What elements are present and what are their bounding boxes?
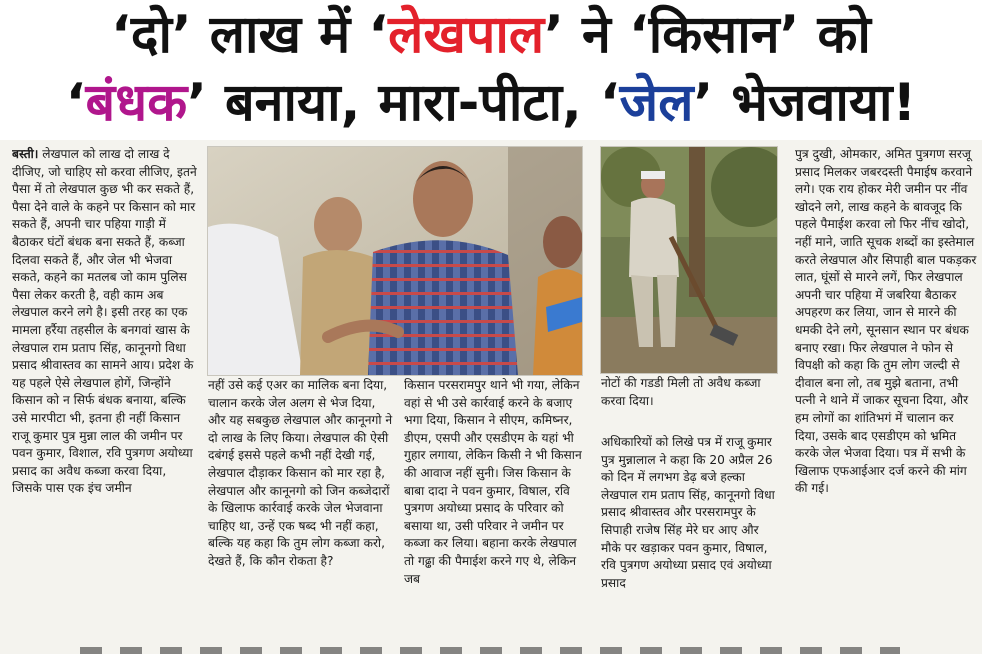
headline-segment: ’ भेजवाया! (693, 73, 917, 133)
photo-2-illustration (601, 147, 777, 373)
article-column-5 (795, 146, 977, 642)
headline-segment: ‘ (65, 73, 86, 133)
headline (0, 0, 982, 140)
article-column-2 (208, 377, 394, 642)
headline-line-1 (0, 2, 982, 68)
column-5-text: पुत्र दुखी, ओमकार, अमित पुत्रगण सरजू प्रसाद मिलकर जबरदस्ती पैमाईष करवाने लगे। एक राय होकर मेरी जमीन पर नींव खोदने लगे, लाख कहने के बावजूद कि पहले पैमाईश करवा लो फिर नींच खोदो, नहीं माने, जाति सूचक शब्दों का इस्तेमाल करते लेखपाल और सिपाही बाल पकड़कर लात, घूंसों से मारने लगें, फिर लेखपाल अपनी चार पहिया में जबरिया बैठाकर अपहरण कर लिया, जान से मारने की धमकी देने लगे, सूनसान स्थान पर बंधक बनाए रखा। फिर लेखपाल ने फोन से विपक्षी को कहा कि तुम लोग जल्दी से दीवाल बना लो, तब मुझे बताना, तभी पत्नी ने थाने में जाकर सूचना दिया, और हम लोगों का शांतिभगं में चालान कर दिया, उसके बाद एसडीएम को भ्रमित करके जेल भेजवा दिया। पत्र में सभी के खिलाफ एफआईआर दर्ज करने की मांग की गई। (795, 147, 977, 496)
headline-highlight-red: लेखपाल (388, 5, 545, 65)
headline-highlight-magenta: बंधक (85, 73, 188, 133)
headline-segment: ‘दो’ लाख में ‘ (111, 5, 389, 65)
headline-line-2 (0, 70, 982, 136)
photo-2-caption: नोटों की गडडी मिली तो अवैध कब्जा करवा दिया। (601, 376, 761, 408)
cut-off-next-headline (0, 640, 982, 654)
headline-segment: ’ बनाया, मारा-पीटा, ‘ (187, 73, 620, 133)
article-column-3 (404, 377, 590, 642)
photo-farmer-digging (600, 146, 778, 374)
column-2-text: नहीं उसे कई एअर का मालिक बना दिया, चालान करके जेल अलग से भेज दिया, और यह सबकुछ लेखपाल और कानूनगो ने दो लाख के लिए किया। लेखपाल की ऐसी दबंगई इससे पहले कभी नहीं देखी गई, लेखपाल दौड़ाकर किसान को मार रहा है, लेखपाल और कानूनगो को जिन कब्जेदारों के खिलाफ कार्रवाई करके जेल भेजवाना चाहिए था, उन्हें एक षब्द भी नहीं कहा, बल्कि यह कहा कि तुम लोग कब्जा करो, देखते हैं, कि कौन रोकता है? (208, 378, 393, 568)
photo-lekhpal-confrontation (207, 146, 583, 376)
column-1-text: लेखपाल को लाख दो लाख दे दीजिए, जो चाहिए सो करवा लीजिए, इतने पैसा में तो लेखपाल कुछ भी कर सकते हैं, पैसा देने वाले के कहने पर किसान को मार सकते हैं, अपनी चार पहिया गाड़ी में बैठाकर घंटों बंधक बना सकते हैं, कब्जा दिलवा सकते हैं, और जेल भी भेजवा सकते, कहने का मतलब जो काम पुलिस पैसा लेकर करती है, वही काम अब लेखपाल करने लगे है। इसी तरह का एक मामला हर्रैया तहसील के बनगवां खास के लेखपाल राम प्रताप सिंह, कानूनगो विधा प्रसाद श्रीवास्तव का सामने आय। प्रदेश के यह पहले ऐसे लेखपाल होगें, जिन्होंने किसान को न सिर्फ बंधक बनाया, बल्कि उसे मारपीटा भी, इतना ही नहीं किसान राजू कुमार पुत्र मुन्ना लाल की जमीन पर पवन कुमार, विशाल, रवि पुत्रगण अयोध्या प्रसाद का अवैध कब्जा करवा दिया, जिसके पास एक इंच जमीन (12, 147, 197, 496)
dateline: बस्ती। (12, 147, 39, 161)
article-column-1 (12, 146, 198, 642)
photo-1-illustration (208, 147, 582, 375)
column-4-text: अधिकारियों को लिखे पत्र में राजू कुमार पुत्र मुन्नालाल ने कहा कि 20 अप्रैल 26 को दिन में लगभग डेढ़ बजे हल्का लेखपाल राम प्रताप सिंह, कानूनगो विधा प्रसाद श्रीवास्तव और परसरामपुर के सिपाही राजेष सिंह मेरे घर आए और मौके पर खड़ाकर पवन कुमार, विषाल, रवि पुत्रगण अयोध्या प्रसाद एवं अयोध्या प्रसाद (601, 435, 775, 590)
column-3-text: किसान परसरामपुर थाने भी गया, लेकिन वहां से भी उसे कार्रवाई करने के बजाए भगा दिया, किसान ने सीएम, कमिष्नर, डीएम, एसपी और एसडीएम के यहां भी गुहार लगाया, लेकिन किसी ने भी किसान की आवाज नहीं सुनी। जिस किसान के बाबा दादा ने पवन कुमार, विषाल, रवि पुत्रगण अयोध्या प्रसाद के परिवार को बसाया था, उसी परिवार ने जमीन पर कब्जा कर लिया। बहाना करके लेखपाल तो गढ्ढा की पैमाईश करने गए थे, लेकिन जब (404, 378, 582, 586)
headline-highlight-blue: जेल (619, 73, 694, 133)
headline-segment: ’ ने ‘किसान’ को (544, 5, 871, 65)
article-column-4 (601, 434, 779, 642)
